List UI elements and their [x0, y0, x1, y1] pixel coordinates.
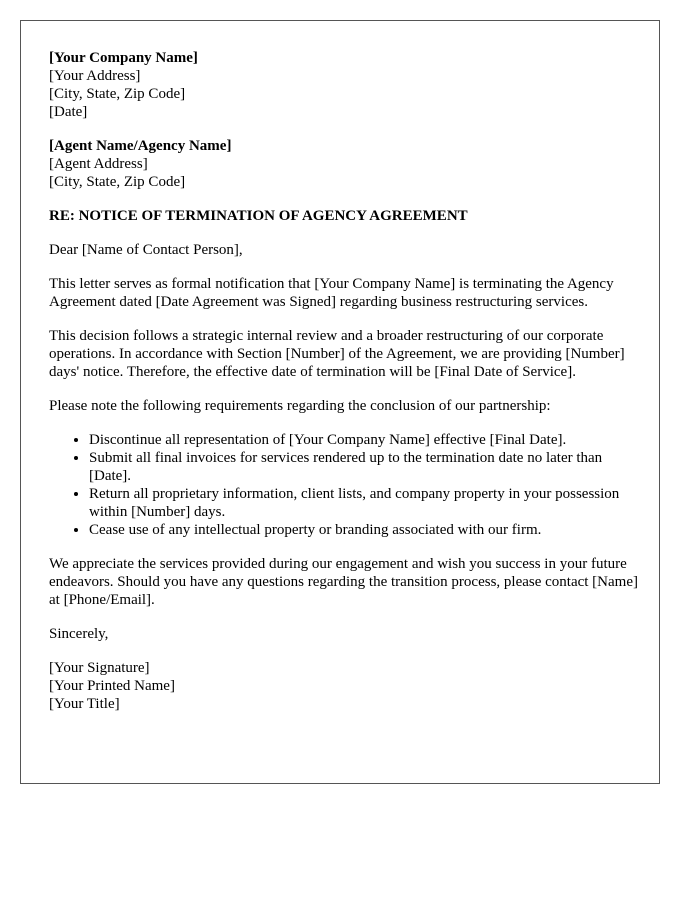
requirement-item: • Submit all final invoices for services rendered up to the termination date no later than [Date]. [89, 449, 639, 485]
sender-city-state-zip: [City, State, Zip Code] [49, 86, 186, 102]
sender-company: [Your Company Name] [49, 50, 198, 66]
sender-date: [Date] [49, 104, 88, 120]
recipient-name: [Agent Name/Agency Name] [49, 138, 232, 154]
signature-line: [Your Signature] [49, 660, 150, 676]
signer-title: [Your Title] [49, 696, 120, 712]
signature-block [49, 659, 639, 713]
letter-page [20, 20, 660, 784]
letter-content [49, 49, 639, 729]
requirement-item: • Cease use of any intellectual property or branding associated with our firm. [89, 521, 639, 539]
sender-block [49, 49, 639, 121]
paragraph-requirements-intro: Please note the following requirements regarding the conclusion of our partnership: [49, 398, 551, 414]
requirement-item: • Return all proprietary information, client lists, and company property in your possession within [Number] days. [89, 485, 639, 521]
paragraph-notification: This letter serves as formal notification that [Your Company Name] is terminating the Agency Agreement dated [Date Agreement was Signed] regarding business restructuring services. [49, 276, 614, 310]
requirement-item: • Discontinue all representation of [Your Company Name] effective [Final Date]. [89, 431, 639, 449]
requirements-list [49, 431, 639, 539]
sender-address: [Your Address] [49, 68, 141, 84]
recipient-address: [Agent Address] [49, 156, 148, 172]
closing-paragraph: We appreciate the services provided during our engagement and wish you success in your future endeavors. Should you have any questions regarding the transition process, please contact [Name] at [Phone/Email]. [49, 556, 638, 608]
recipient-block [49, 137, 639, 191]
recipient-city-state-zip: [City, State, Zip Code] [49, 174, 186, 190]
printed-name: [Your Printed Name] [49, 678, 175, 694]
paragraph-decision: This decision follows a strategic internal review and a broader restructuring of our corporate operations. In accordance with Section [Number] of the Agreement, we are providing [Number] days' notice. Therefore, the effective date of termination will be [Final Date of Service]. [49, 328, 625, 380]
subject-line: RE: NOTICE OF TERMINATION OF AGENCY AGREEMENT [49, 208, 468, 224]
signoff: Sincerely, [49, 626, 109, 642]
salutation: Dear [Name of Contact Person], [49, 242, 243, 258]
